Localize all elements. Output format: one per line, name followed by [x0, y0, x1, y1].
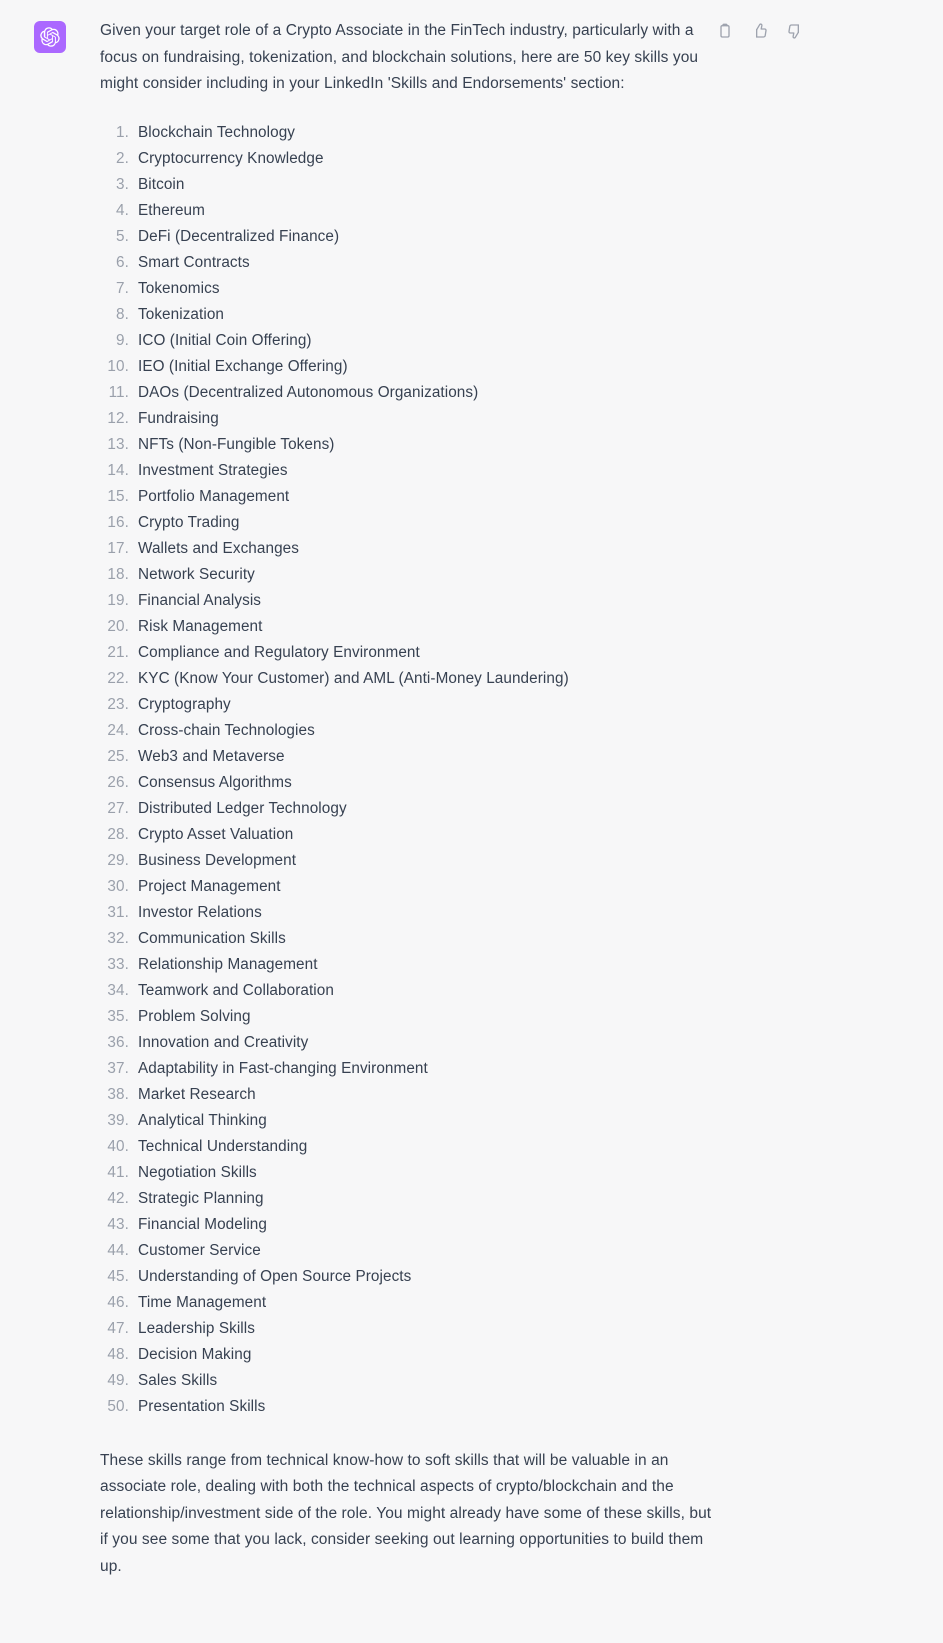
list-item — [100, 1082, 917, 1108]
list-item — [100, 978, 917, 1004]
list-item — [100, 1108, 917, 1134]
list-item-number: 48. — [107, 1345, 129, 1363]
list-item — [100, 1056, 917, 1082]
list-item-label: Tokenization — [138, 305, 224, 323]
list-item-label: Relationship Management — [138, 955, 318, 973]
list-item — [100, 770, 917, 796]
list-item-label: Consensus Algorithms — [138, 773, 292, 791]
closing-paragraph: These skills range from technical know-how to soft skills that will be valuable in an associate role, dealing with both the technical aspects of crypto/blockchain and the relationship/investment side of the role. You might already have some of these skills, but if you see some that you lack, consider seeking out learning opportunities to build them up. — [100, 1451, 712, 1575]
list-item-number: 27. — [107, 799, 129, 817]
list-item-number: 7. — [116, 279, 129, 297]
list-item — [100, 562, 917, 588]
list-item-label: Innovation and Creativity — [138, 1033, 309, 1051]
list-item — [100, 146, 917, 172]
list-item — [100, 874, 917, 900]
list-item-number: 29. — [107, 851, 129, 869]
list-item — [100, 406, 917, 432]
list-item — [100, 822, 917, 848]
list-item-number: 14. — [107, 461, 129, 479]
thumbs-up-icon[interactable] — [751, 22, 768, 39]
list-item-label: Customer Service — [138, 1241, 261, 1259]
message-content — [100, 18, 943, 1580]
intro-paragraph: Given your target role of a Crypto Associate in the FinTech industry, particularly with a focus on fundraising, tokenization, and blockchain solutions, here are 50 key skills you might consider including in your LinkedIn 'Skills and Endorsements' section: — [100, 22, 699, 92]
list-item-label: NFTs (Non-Fungible Tokens) — [138, 435, 335, 453]
list-item-label: Ethereum — [138, 201, 205, 219]
list-item-number: 32. — [107, 929, 129, 947]
list-item-label: Understanding of Open Source Projects — [138, 1267, 412, 1285]
list-item-label: Cryptography — [138, 695, 231, 713]
list-item-number: 23. — [107, 695, 129, 713]
list-item-label: Negotiation Skills — [138, 1163, 257, 1181]
list-item-number: 36. — [107, 1033, 129, 1051]
list-item-number: 44. — [107, 1241, 129, 1259]
list-item-label: Strategic Planning — [138, 1189, 264, 1207]
list-item-label: Sales Skills — [138, 1371, 218, 1389]
list-item-label: Problem Solving — [138, 1007, 251, 1025]
list-item-label: DeFi (Decentralized Finance) — [138, 227, 340, 245]
copy-icon[interactable] — [716, 22, 733, 39]
list-item — [100, 1186, 917, 1212]
list-item — [100, 692, 917, 718]
list-item — [100, 1394, 917, 1420]
list-item — [100, 1264, 917, 1290]
list-item — [100, 250, 917, 276]
list-item-label: Network Security — [138, 565, 255, 583]
list-item — [100, 588, 917, 614]
list-item-number: 46. — [107, 1293, 129, 1311]
thumbs-down-icon[interactable] — [786, 22, 803, 39]
list-item — [100, 952, 917, 978]
list-item-number: 6. — [116, 253, 129, 271]
list-item-label: IEO (Initial Exchange Offering) — [138, 357, 348, 375]
list-item-number: 2. — [116, 149, 129, 167]
list-item-label: ICO (Initial Coin Offering) — [138, 331, 312, 349]
list-item-number: 34. — [107, 981, 129, 999]
list-item-label: Financial Analysis — [138, 591, 262, 609]
list-item-label: Risk Management — [138, 617, 263, 635]
openai-logo-icon — [40, 27, 60, 47]
list-item-label: KYC (Know Your Customer) and AML (Anti-Money Laundering) — [138, 669, 569, 687]
list-item-number: 21. — [107, 643, 129, 661]
list-item — [100, 172, 917, 198]
list-item — [100, 1134, 917, 1160]
list-item-label: Cross-chain Technologies — [138, 721, 315, 739]
list-item-number: 4. — [116, 201, 129, 219]
list-item-label: Portfolio Management — [138, 487, 290, 505]
list-item — [100, 744, 917, 770]
list-item — [100, 1290, 917, 1316]
list-item-number: 10. — [107, 357, 129, 375]
list-item-number: 35. — [107, 1007, 129, 1025]
list-item — [100, 848, 917, 874]
list-item — [100, 1238, 917, 1264]
list-item-number: 42. — [107, 1189, 129, 1207]
list-item-label: Leadership Skills — [138, 1319, 255, 1337]
list-item — [100, 1004, 917, 1030]
list-item-label: Smart Contracts — [138, 253, 250, 271]
list-item-label: DAOs (Decentralized Autonomous Organizations) — [138, 383, 479, 401]
list-item-number: 33. — [107, 955, 129, 973]
list-item-number: 5. — [116, 227, 129, 245]
list-item — [100, 1342, 917, 1368]
list-item-label: Investment Strategies — [138, 461, 288, 479]
list-item — [100, 796, 917, 822]
list-item-label: Analytical Thinking — [138, 1111, 267, 1129]
list-item — [100, 718, 917, 744]
list-item-number: 1. — [116, 123, 129, 141]
list-item-number: 9. — [116, 331, 129, 349]
list-item — [100, 458, 917, 484]
list-item-label: Cryptocurrency Knowledge — [138, 149, 324, 167]
list-item — [100, 900, 917, 926]
list-item-number: 24. — [107, 721, 129, 739]
list-item — [100, 1368, 917, 1394]
list-item — [100, 198, 917, 224]
list-item-label: Crypto Asset Valuation — [138, 825, 294, 843]
list-item-number: 13. — [107, 435, 129, 453]
list-item-label: Business Development — [138, 851, 297, 869]
list-item-number: 49. — [107, 1371, 129, 1389]
list-item — [100, 1316, 917, 1342]
list-item-label: Investor Relations — [138, 903, 262, 921]
list-item-number: 38. — [107, 1085, 129, 1103]
list-item-number: 43. — [107, 1215, 129, 1233]
list-item-number: 50. — [107, 1397, 129, 1415]
list-item-label: Communication Skills — [138, 929, 286, 947]
list-item-number: 19. — [107, 591, 129, 609]
list-item — [100, 354, 917, 380]
list-item — [100, 380, 917, 406]
list-item-number: 22. — [107, 669, 129, 687]
message-actions — [716, 22, 803, 39]
list-item-label: Time Management — [138, 1293, 267, 1311]
list-item — [100, 926, 917, 952]
list-item-number: 37. — [107, 1059, 129, 1077]
list-item-number: 17. — [107, 539, 129, 557]
list-item-label: Tokenomics — [138, 279, 220, 297]
list-item-number: 47. — [107, 1319, 129, 1337]
list-item-label: Blockchain Technology — [138, 123, 296, 141]
list-item — [100, 120, 917, 146]
list-item-label: Market Research — [138, 1085, 256, 1103]
list-item-number: 15. — [107, 487, 129, 505]
list-item-number: 20. — [107, 617, 129, 635]
list-item-number: 18. — [107, 565, 129, 583]
avatar-column — [0, 18, 100, 53]
list-item-label: Fundraising — [138, 409, 219, 427]
list-item-number: 12. — [107, 409, 129, 427]
list-item-label: Crypto Trading — [138, 513, 240, 531]
assistant-avatar — [34, 21, 66, 53]
list-item-number: 41. — [107, 1163, 129, 1181]
list-item — [100, 302, 917, 328]
list-item-label: Bitcoin — [138, 175, 185, 193]
list-item — [100, 276, 917, 302]
list-item-label: Presentation Skills — [138, 1397, 266, 1415]
list-item-label: Decision Making — [138, 1345, 252, 1363]
list-item-number: 39. — [107, 1111, 129, 1129]
list-item — [100, 484, 917, 510]
list-item-label: Web3 and Metaverse — [138, 747, 285, 765]
list-item-label: Wallets and Exchanges — [138, 539, 299, 557]
list-item — [100, 224, 917, 250]
list-item-number: 40. — [107, 1137, 129, 1155]
list-item — [100, 666, 917, 692]
list-item — [100, 614, 917, 640]
list-item-label: Teamwork and Collaboration — [138, 981, 334, 999]
list-item-label: Project Management — [138, 877, 281, 895]
list-item-number: 30. — [107, 877, 129, 895]
list-item — [100, 1160, 917, 1186]
list-item-label: Compliance and Regulatory Environment — [138, 643, 420, 661]
list-item-number: 11. — [108, 383, 129, 401]
list-item-label: Technical Understanding — [138, 1137, 308, 1155]
list-item-number: 16. — [107, 513, 129, 531]
list-item — [100, 328, 917, 354]
list-item-number: 26. — [107, 773, 129, 791]
list-item-label: Adaptability in Fast-changing Environment — [138, 1059, 428, 1077]
list-item — [100, 1030, 917, 1056]
list-item — [100, 1212, 917, 1238]
list-item-label: Financial Modeling — [138, 1215, 267, 1233]
list-item-number: 3. — [116, 175, 129, 193]
list-item-label: Distributed Ledger Technology — [138, 799, 347, 817]
list-item — [100, 536, 917, 562]
list-item — [100, 432, 917, 458]
list-item-number: 28. — [107, 825, 129, 843]
list-item — [100, 510, 917, 536]
list-item — [100, 640, 917, 666]
list-item-number: 8. — [116, 305, 129, 323]
skills-list — [100, 120, 917, 1420]
list-item-number: 45. — [107, 1267, 129, 1285]
list-item-number: 25. — [107, 747, 129, 765]
list-item-number: 31. — [107, 903, 129, 921]
